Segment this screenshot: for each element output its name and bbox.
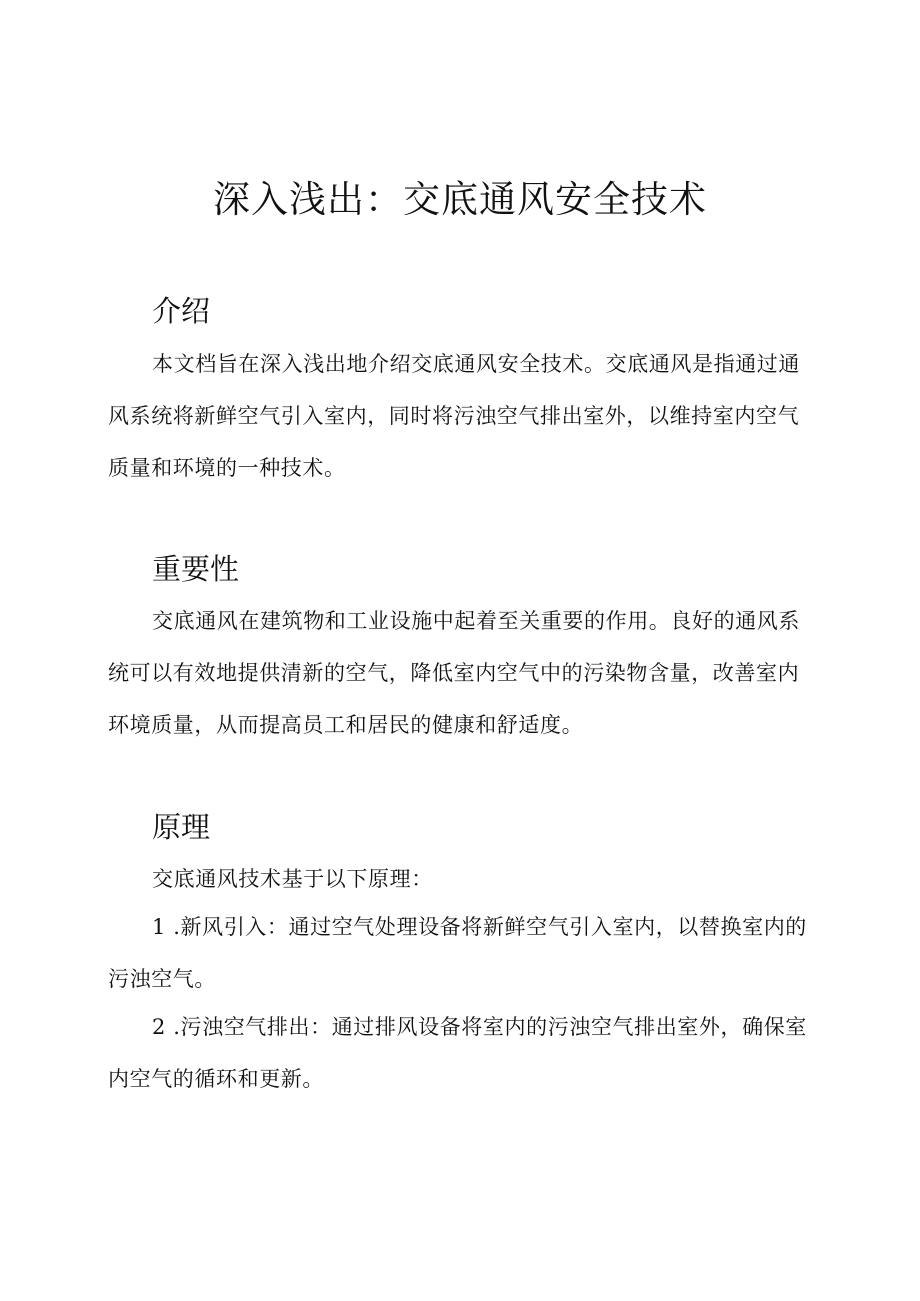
document-title: 深入浅出：交底通风安全技术 <box>213 178 707 221</box>
section-heading-intro: 介绍 <box>152 294 211 328</box>
list-item: 2 .污浊空气排出：通过排风设备将室内的污浊空气排出室外，确保室内空气的循环和更新。 <box>108 1015 807 1091</box>
section-paragraph-intro: 本文档旨在深入浅出地介绍交底通风安全技术。交底通风是指通过通风系统将新鲜空气引入室内，同时将污浊空气排出室外，以维持室内空气质量和环境的一种技术。 <box>108 352 800 480</box>
section-paragraph-importance: 交底通风在建筑物和工业设施中起着至关重要的作用。良好的通风系统可以有效地提供清新的空气，降低室内空气中的污染物含量，改善室内环境质量，从而提高员工和居民的健康和舒适度。 <box>108 609 800 737</box>
principle-lead-text: 交底通风技术基于以下原理： <box>152 867 433 891</box>
section-heading-importance: 重要性 <box>152 552 240 586</box>
section-heading-principle: 原理 <box>152 810 211 844</box>
list-item: 1 .新风引入：通过空气处理设备将新鲜空气引入室内，以替换室内的污浊空气。 <box>108 915 807 991</box>
